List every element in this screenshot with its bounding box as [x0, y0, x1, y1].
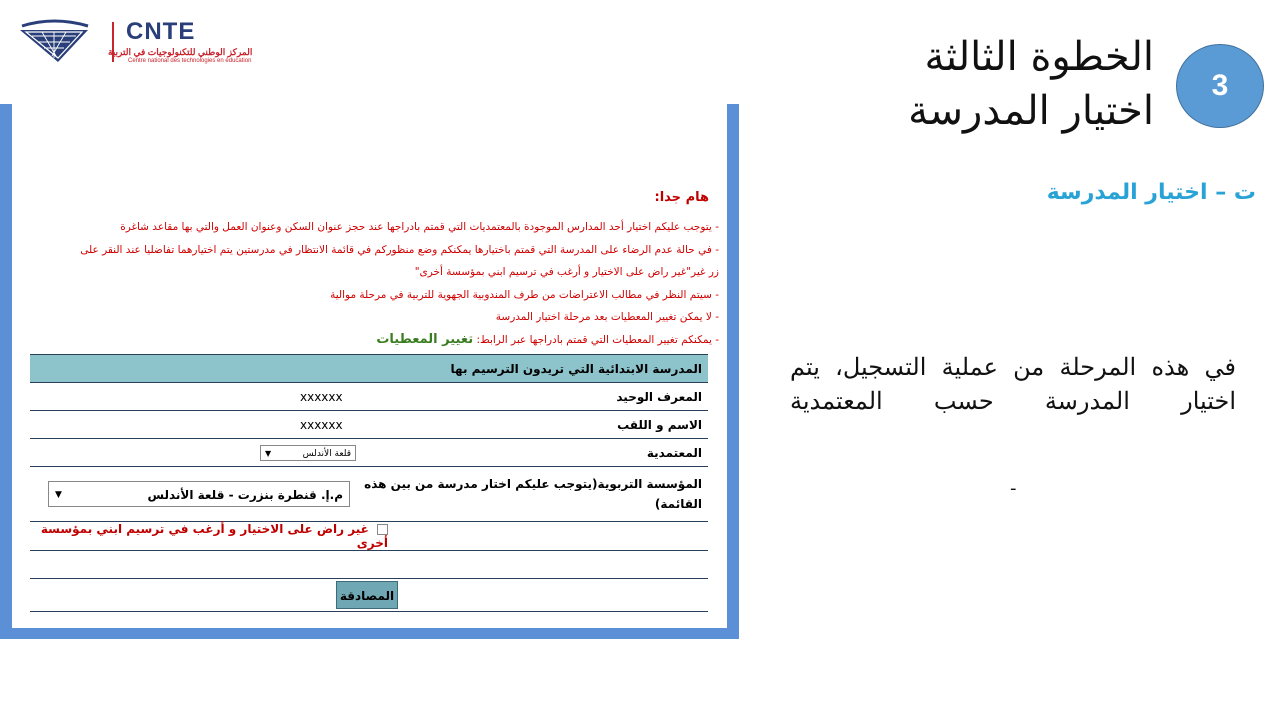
institution-label: المؤسسة التربوية(يتوجب عليكم اختار مدرسة من بين هذه القائمة): [356, 467, 708, 522]
dissatisfied-cell: [30, 522, 708, 551]
dropdown-arrow-icon: ▼: [265, 448, 272, 458]
note-line: - لا يمكن تغيير المعطيات بعد مرحلة اختيار المدرسة: [495, 311, 719, 323]
note-line: زر غير"غير راض على الاختيار و أرغب في ترسيم ابني بمؤسسة أخرى": [414, 266, 719, 278]
institution-cell: [30, 467, 356, 522]
note-line: - يتوجب عليكم اختيار أحد المدارس الموجودة بالمعتمديات التي قمتم بادراجها عند حجز عنوان السكن وعنوان العمل والتي بها مقاعد شاغرة: [120, 221, 719, 233]
form-header: المدرسة الابتدائية التي تريدون الترسيم بها: [30, 355, 708, 383]
change-note-prefix: - يمكنكم تغيير المعطيات التي قمتم بادراجها عبر الرابط:: [476, 333, 719, 346]
name-value: xxxxxx: [30, 411, 356, 439]
table-row: [30, 439, 708, 467]
table-row: [30, 551, 708, 579]
table-row: [30, 522, 708, 551]
note-line: - في حالة عدم الرضاء على المدرسة التي قمتم باختيارها يمكنكم وضع منظوركم في قائمة الانتظار في مدرستين يتم اختيارهما تفاضليا عند النقر على: [80, 243, 719, 256]
slide-title-line2: اختيار المدرسة: [908, 88, 1154, 134]
change-data-link[interactable]: تغيير المعطيات: [376, 331, 474, 347]
table-row: [30, 579, 708, 612]
submit-button[interactable]: المصادقة: [336, 581, 398, 609]
slide-title: [814, 30, 1154, 138]
important-notes: [29, 216, 719, 351]
logo-subtitle-fr: Centre national des technologies en éducation: [128, 58, 252, 64]
institution-select-value: م.إ. قنطرة بنزرت - قلعة الأندلس: [147, 488, 343, 502]
delegation-select[interactable]: [260, 445, 356, 461]
logo-subtitle-ar: المركز الوطني للتكنولوجيات في التربية: [108, 47, 253, 57]
screenshot-content: [12, 104, 727, 628]
empty-cell: [30, 551, 708, 579]
table-row: [30, 411, 708, 439]
table-row: [30, 467, 708, 522]
slide-subtitle: ت – اختيار المدرسة: [1046, 180, 1256, 205]
logo-name: CNTE: [126, 18, 196, 45]
institution-select[interactable]: [48, 481, 350, 507]
delegation-cell: [30, 439, 356, 467]
slide-description: في هذه المرحلة من عملية التسجيل، يتم اختيار المدرسة حسب المعتمدية: [790, 353, 1236, 415]
dissatisfied-label: غير راض على الاختيار و أرغب في ترسيم ابني بمؤسسة أخرى: [40, 522, 388, 550]
table-row: [30, 383, 708, 411]
change-note: [29, 329, 719, 352]
note-line: - سيتم النظر في مطالب الاعتراضات من طرف المندوبية الجهوية للتربية في مرحلة موالية: [330, 288, 719, 301]
name-label: الاسم و اللقب: [356, 411, 708, 439]
cnte-logo: [18, 18, 278, 66]
dropdown-arrow-icon: ▼: [55, 490, 62, 500]
delegation-select-value: قلعة الأندلس: [302, 448, 351, 459]
dash-mark: -: [1010, 478, 1017, 499]
screenshot-frame: [0, 104, 739, 639]
id-value: xxxxxx: [30, 383, 356, 411]
delegation-label: المعتمدية: [356, 439, 708, 467]
school-form: [30, 354, 708, 612]
slide-title-line1: الخطوة الثالثة: [924, 34, 1154, 80]
globe-logo-icon: [18, 18, 90, 64]
form-header-row: [30, 355, 708, 383]
id-label: المعرف الوحيد: [356, 383, 708, 411]
dissatisfied-checkbox[interactable]: [377, 524, 388, 535]
step-number-badge: 3: [1176, 44, 1264, 128]
important-title: هام جدا:: [654, 190, 709, 205]
submit-cell: [30, 579, 708, 612]
